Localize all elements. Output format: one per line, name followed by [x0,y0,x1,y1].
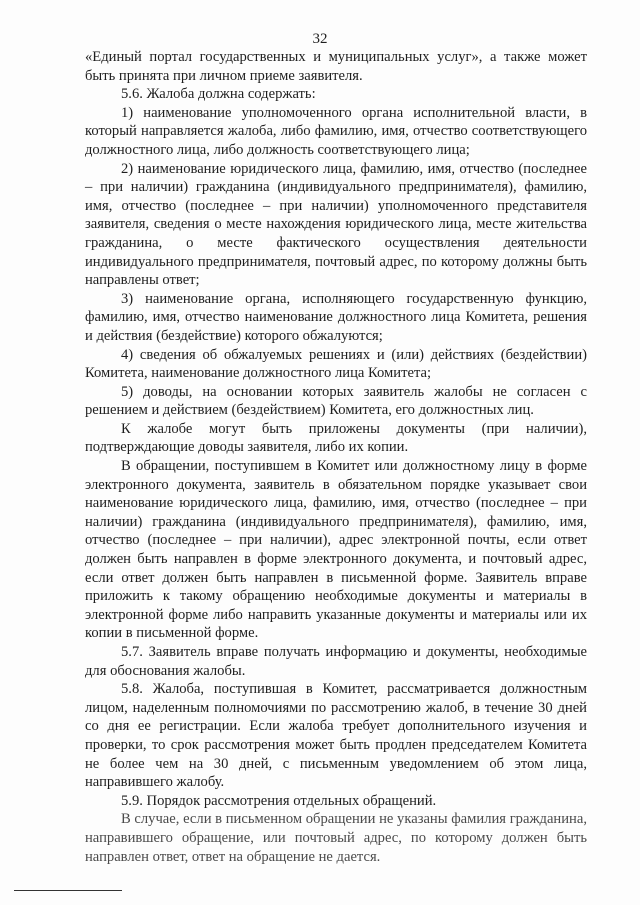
paragraph-attachments: К жалобе могут быть приложены документы (при наличии), подтверждающие доводы заявителя, либо их копии. [85,420,587,456]
paragraph-5-8: 5.8. Жалоба, поступившая в Комитет, рассматривается должностным лицом, наделенным полномочиями по рассмотрению жалоб, в течение 30 дней со дня ее регистрации. Если жалоба требует дополнительного изучения и проверки, то срок рассмотрения может быть продлен председателем Комитета не более чем на 30 дней, с письменным уведомлением об этом лица, направившего жалобу. [85,681,587,791]
paragraph-electronic-appeal: В обращении, поступившем в Комитет или должностному лицу в форме электронного документа, заявитель в обязательном порядке указывает свои наименование юридического лица, фамилию, имя, отчество (последнее – при наличии) гражданина (индивидуального предпринимателя), фамилию, имя, отчество (последнее – при наличии), адрес электронной почты, если ответ должен быть направлен в форме электронного документа, и почтовый адрес, если ответ должен быть направлен в письменной форме. Заявитель вправе приложить к такому обращению необходимые документы и материалы в электронной форме либо направить указанные документы и материалы или их копии в письменной форме. [85,458,587,642]
paragraph-item-3: 3) наименование органа, исполняющего государственную функцию, фамилию, имя, отчество наименование должностного лица Комитета, решения и действия (бездействие) которого обжалуются; [85,290,587,344]
paragraph-5-6-heading: 5.6. Жалоба должна содержать: [121,86,316,103]
paragraph-5-9-heading: 5.9. Порядок рассмотрения отдельных обращений. [121,792,437,809]
document-body [85,48,587,866]
paragraph-5-7: 5.7. Заявитель вправе получать информацию и документы, необходимые для обоснования жалобы. [85,644,587,679]
paragraph-item-5: 5) доводы, на основании которых заявитель жалобы не согласен с решением и действием (бездействием) Комитета, его должностных лиц. [85,383,587,419]
paragraph-item-4: 4) сведения об обжалуемых решениях и (или) действиях (бездействии) Комитета, наименование должностного лица Комитета; [85,346,587,382]
footer-divider [14,890,122,891]
paragraph-portal-continuation: «Единый портал государственных и муниципальных услуг», а также может быть принята при личном приеме заявителя. [85,49,587,84]
paragraph-item-1: 1) наименование уполномоченного органа исполнительной власти, в который направляется жалоба, либо фамилию, имя, отчество соответствующего должностного лица, либо должность соответствующего лица; [85,104,587,158]
page-number: 32 [312,31,328,47]
paragraph-no-name-case: В случае, если в письменном обращении не указаны фамилия гражданина, направившего обращение, или почтовый адрес, по которому должен быть направлен ответ, ответ на обращение не дается. [85,811,587,865]
paragraph-item-2: 2) наименование юридического лица, фамилию, имя, отчество (последнее – при наличии) гражданина (индивидуального предпринимателя), фамилию, имя, отчество (последнее – при наличии) уполномоченного представителя заявителя, сведения о месте нахождения юридического лица, месте жительства гражданина, о месте фактического осуществления деятельности индивидуального предпринимателя, почтовый адрес, по которому должны быть направлены ответ; [85,160,587,289]
